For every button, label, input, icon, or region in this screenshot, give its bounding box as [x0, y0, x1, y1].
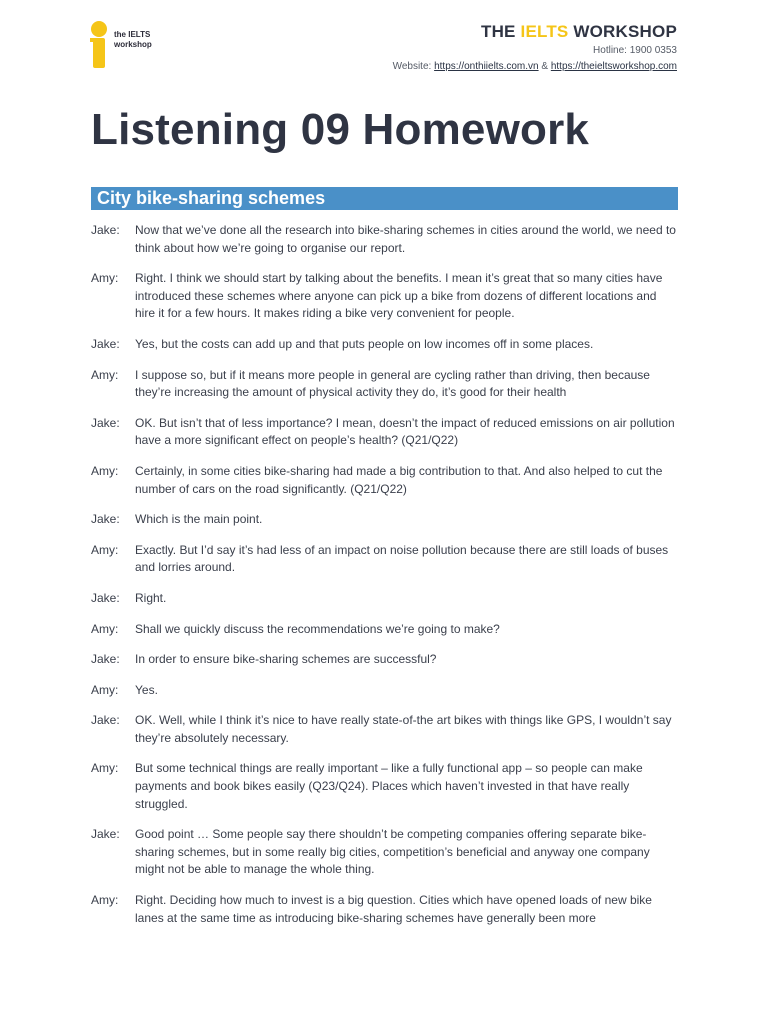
- dialogue-row: [91, 415, 679, 450]
- dialogue-text: Good point … Some people say there shouldn’t be competing companies offering separate bike-sharing schemes, but in some really big cities, competition’s beneficial and anyway one company might not be able to manage the whole thing.: [135, 827, 650, 877]
- logo-text-line2: workshop: [114, 40, 152, 49]
- brand-block: [393, 22, 677, 74]
- brand-prefix: THE: [480, 22, 516, 41]
- section-title: City bike-sharing schemes: [97, 188, 326, 208]
- website-link-theieltsworkshop[interactable]: https://theieltsworkshop.com: [550, 61, 677, 72]
- speaker-label: Amy:: [91, 367, 119, 382]
- dialogue-text: Certainly, in some cities bike-sharing had made a big contribution to that. And also helped to cut the number of cars on the road significantly. (Q21/Q22): [135, 463, 663, 496]
- dialogue-row: [91, 590, 679, 608]
- dialogue-row: [91, 621, 679, 639]
- speaker-label: Amy:: [91, 621, 119, 636]
- dialogue-text: But some technical things are really important – like a fully functional app – so people can make payments and book bikes easily (Q23/Q24). Places which haven’t invested in that have really struggled.: [135, 761, 643, 811]
- dialogue-row: [91, 651, 679, 669]
- logo-wordmark: [114, 30, 152, 50]
- dialogue-text: Now that we’ve done all the research into bike-sharing schemes in cities around the world, we need to think about how we’re going to organise our report.: [135, 223, 676, 255]
- dialogue-text: Which is the main point.: [135, 512, 263, 527]
- dialogue-text: OK. But isn’t that of less importance? I mean, doesn’t the impact of reduced emissions on air pollution have a more significant effect on people’s health? (Q21/Q22): [135, 415, 675, 448]
- dialogue-row: [91, 712, 679, 747]
- dialogue-row: [91, 222, 679, 257]
- dialogue-text: Right. Deciding how much to invest is a big question. Cities which have opened loads of new bike lanes at the same time as introducing bike-sharing schemes have generally been more: [135, 893, 652, 925]
- dialogue-text: I suppose so, but if it means more people in general are cycling rather than driving, then because they’re increasing the amount of physical activity they do, it’s good for their health: [135, 367, 650, 400]
- dialogue-row: [91, 826, 679, 879]
- dialogue-text: OK. Well, while I think it’s nice to have really state-of-the art bikes with things like GPS, I wouldn’t say they’re absolutely necessary.: [135, 713, 672, 745]
- speaker-label: Jake:: [91, 713, 120, 728]
- dialogue-row: [91, 336, 679, 354]
- dialogue-row: [91, 463, 679, 498]
- speaker-label: Amy:: [91, 682, 119, 697]
- logo-i-icon: [90, 20, 114, 70]
- section-header: [91, 187, 678, 210]
- dialogue-row: [91, 760, 679, 813]
- website-separator: &: [541, 61, 549, 72]
- dialogue-row: [91, 892, 679, 927]
- speaker-label: Amy:: [91, 463, 119, 478]
- speaker-label: Jake:: [91, 336, 120, 351]
- dialogue-text: Shall we quickly discuss the recommendations we’re going to make?: [135, 621, 500, 636]
- logo-text-line1: the IELTS: [114, 30, 151, 39]
- page-title: Listening 09 Homework: [91, 105, 590, 154]
- speaker-label: Amy:: [91, 893, 119, 908]
- transcript: [91, 222, 679, 940]
- brand-accent: IELTS: [520, 22, 569, 41]
- speaker-label: Jake:: [91, 827, 120, 842]
- dialogue-row: [91, 511, 679, 529]
- dialogue-text: Right.: [135, 590, 167, 605]
- website-link-onthiielts[interactable]: https://onthiielts.com.vn: [434, 61, 539, 72]
- dialogue-text: In order to ensure bike-sharing schemes are successful?: [135, 652, 437, 667]
- speaker-label: Amy:: [91, 542, 119, 557]
- dialogue-row: [91, 270, 679, 323]
- dialogue-text: Yes.: [135, 682, 158, 697]
- speaker-label: Amy:: [91, 761, 119, 776]
- website-label: Website:: [392, 61, 432, 72]
- speaker-label: Amy:: [91, 271, 119, 286]
- brand-logo: [90, 20, 180, 70]
- dialogue-text: Exactly. But I’d say it’s had less of an impact on noise pollution because there are still loads of buses and lorries around.: [135, 542, 669, 575]
- dialogue-row: [91, 682, 679, 700]
- dialogue-row: [91, 542, 679, 577]
- hotline: Hotline: 1900 0353: [593, 45, 677, 56]
- website-line: [393, 60, 677, 74]
- speaker-label: Jake:: [91, 512, 120, 527]
- dialogue-text: Right. I think we should start by talking about the benefits. I mean it’s great that so many cities have introduced these schemes where anyone can pick up a bike from dozens of different locations and hire it for a few hours. It makes riding a bike very convenient for people.: [135, 271, 663, 321]
- dialogue-row: [91, 367, 679, 402]
- page-header: [0, 0, 768, 80]
- dialogue-text: Yes, but the costs can add up and that puts people on low incomes off in some places.: [135, 336, 594, 351]
- speaker-label: Jake:: [91, 652, 120, 667]
- speaker-label: Jake:: [91, 590, 120, 605]
- brand-title: [393, 22, 677, 42]
- speaker-label: Jake:: [91, 415, 120, 430]
- speaker-label: Jake:: [91, 223, 120, 237]
- brand-suffix: WORKSHOP: [573, 22, 677, 41]
